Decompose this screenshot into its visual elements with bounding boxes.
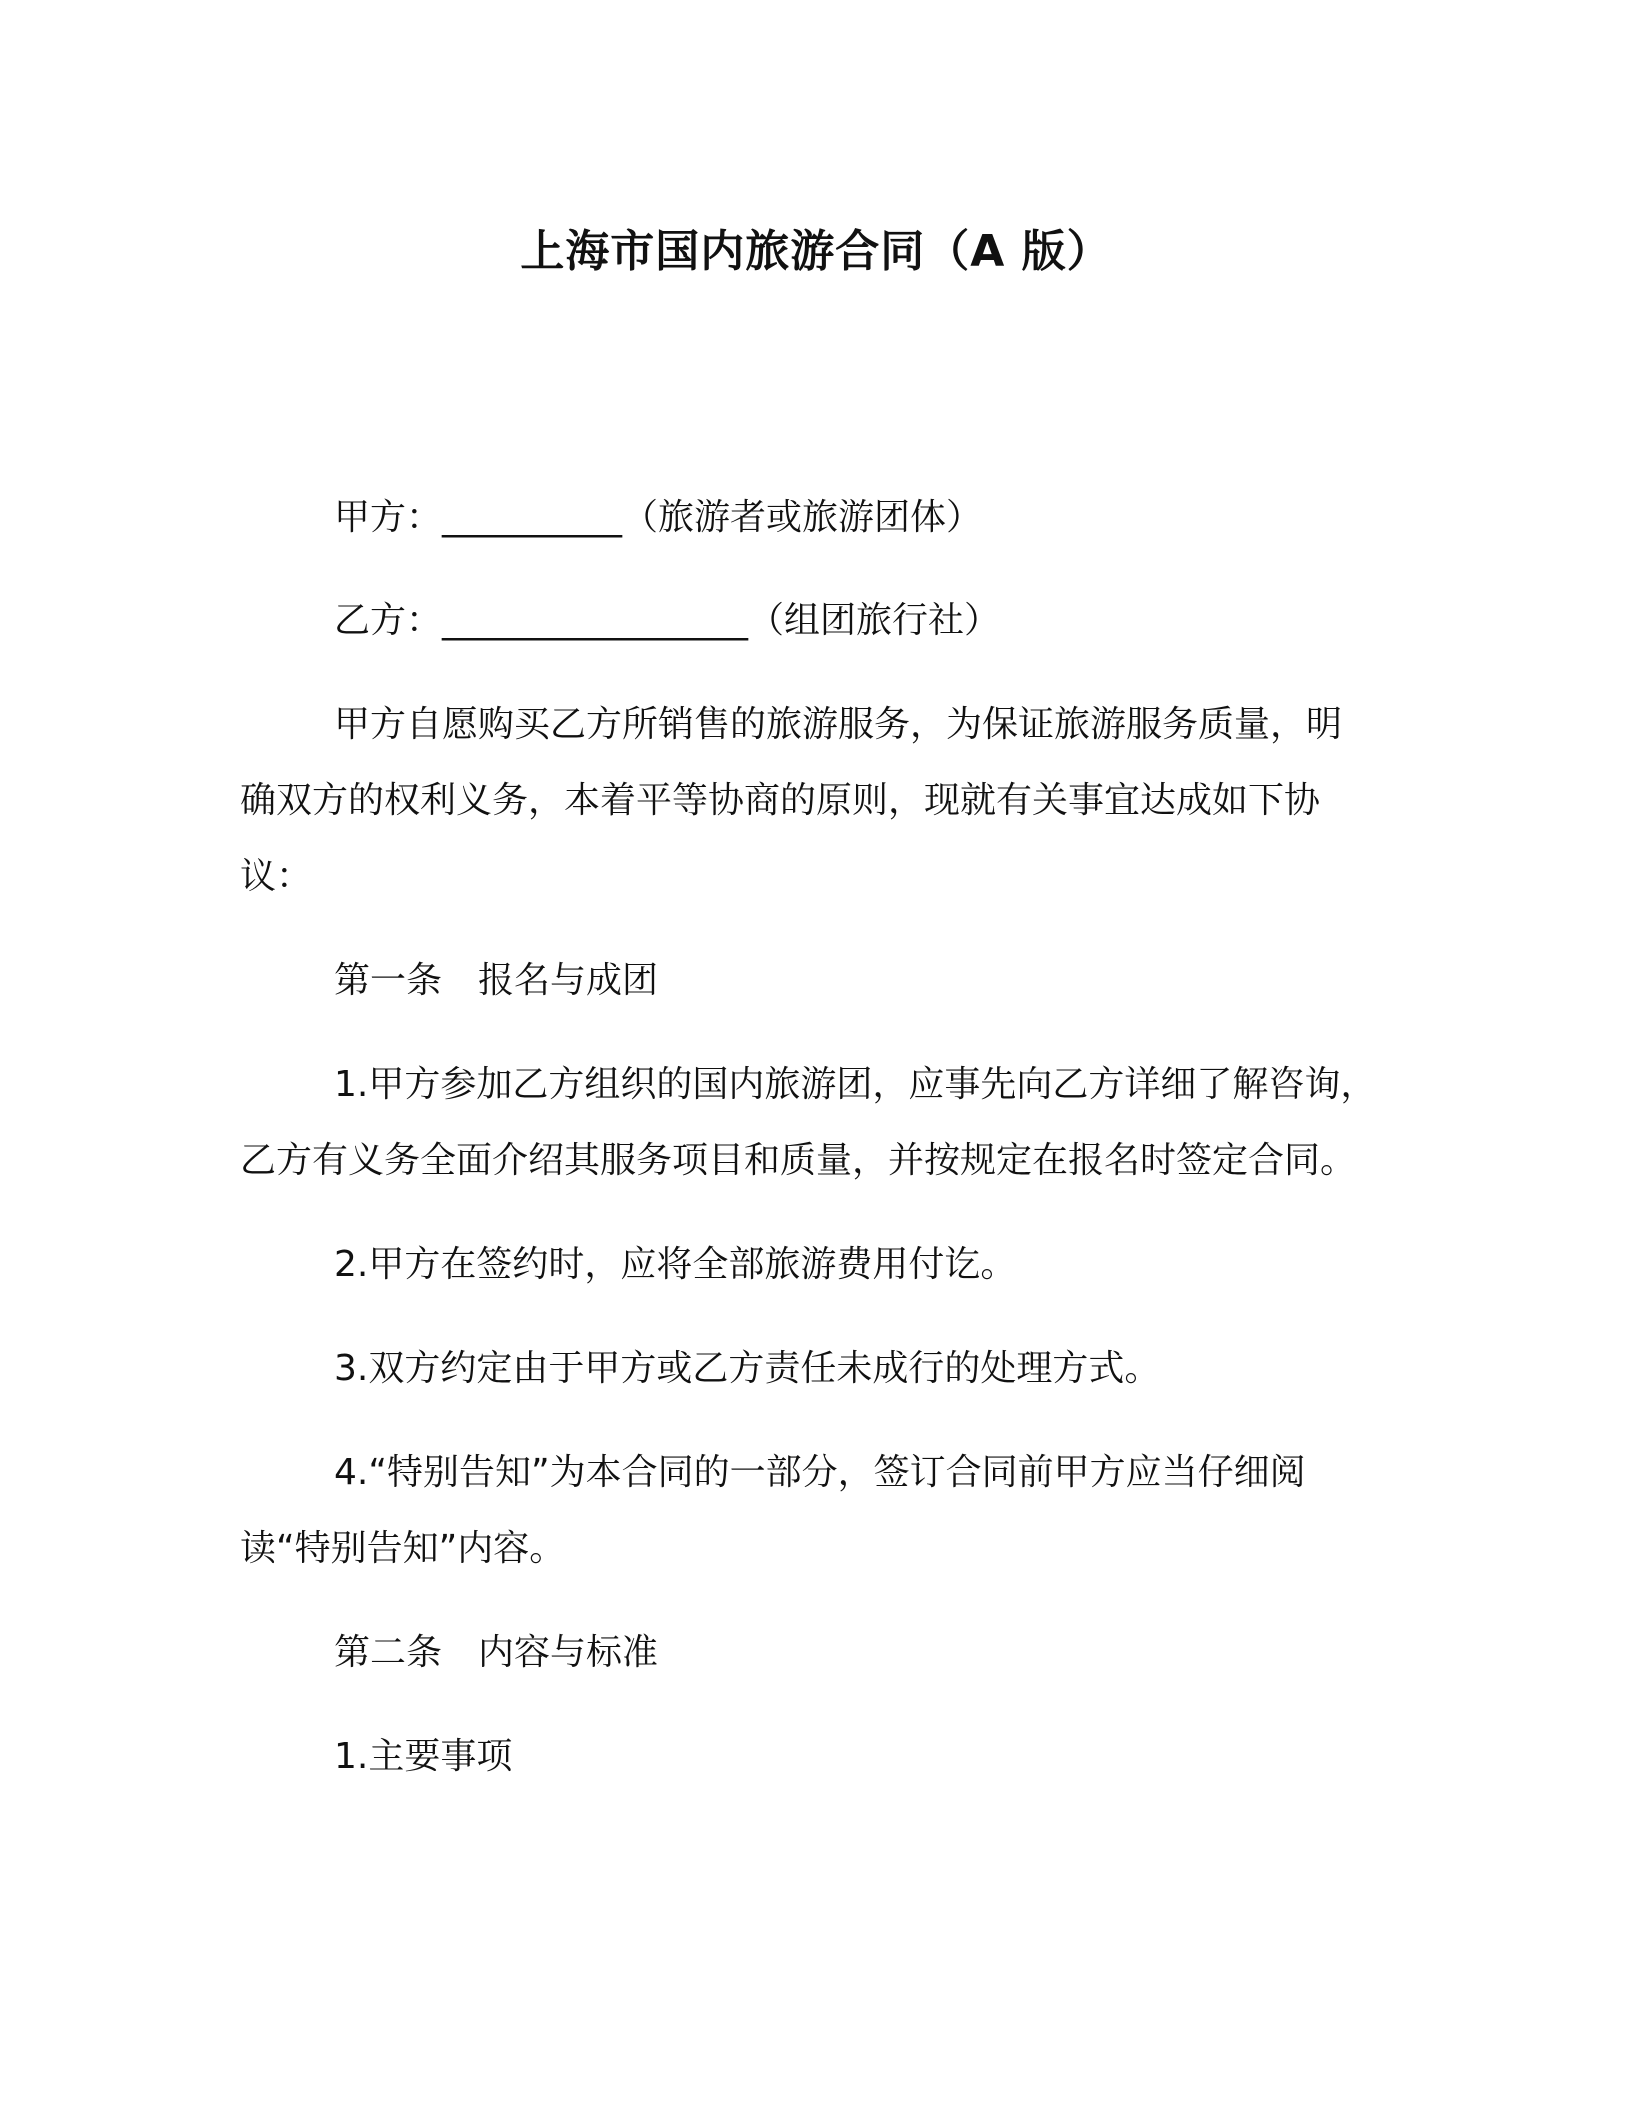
article-1-item-1-line-2: 乙方有义务全面介绍其服务项目和质量，并按规定在报名时签定合同。 (240, 1140, 1357, 1181)
article-2-heading: 第二条 内容与标准 (334, 1632, 659, 1673)
article-1-heading: 第一条 报名与成团 (334, 960, 659, 1001)
article-1-item-1-line-1: 1.甲方参加乙方组织的国内旅游团，应事先向乙方详细了解咨询， (334, 1064, 1377, 1105)
article-1-item-4-line-1: 4.“特别告知”为本合同的一部分，签订合同前甲方应当仔细阅 (334, 1452, 1306, 1493)
preamble-line-3: 议： (240, 856, 313, 897)
preamble-line-1: 甲方自愿购买乙方所销售的旅游服务，为保证旅游服务质量，明 (334, 704, 1343, 745)
party-b-line: 乙方：_________________（组团旅行社） (334, 600, 1001, 641)
preamble-line-2: 确双方的权利义务，本着平等协商的原则，现就有关事宜达成如下协 (240, 780, 1321, 821)
document-title: 上海市国内旅游合同（A 版） (520, 226, 1112, 277)
article-1-item-4-line-2: 读“特别告知”内容。 (240, 1528, 566, 1569)
party-a-line: 甲方：__________（旅游者或旅游团体） (334, 497, 983, 538)
article-1-item-3: 3.双方约定由于甲方或乙方责任未成行的处理方式。 (334, 1348, 1161, 1389)
article-2-item-1: 1.主要事项 (334, 1736, 513, 1777)
article-1-item-2: 2.甲方在签约时，应将全部旅游费用付讫。 (334, 1244, 1017, 1285)
